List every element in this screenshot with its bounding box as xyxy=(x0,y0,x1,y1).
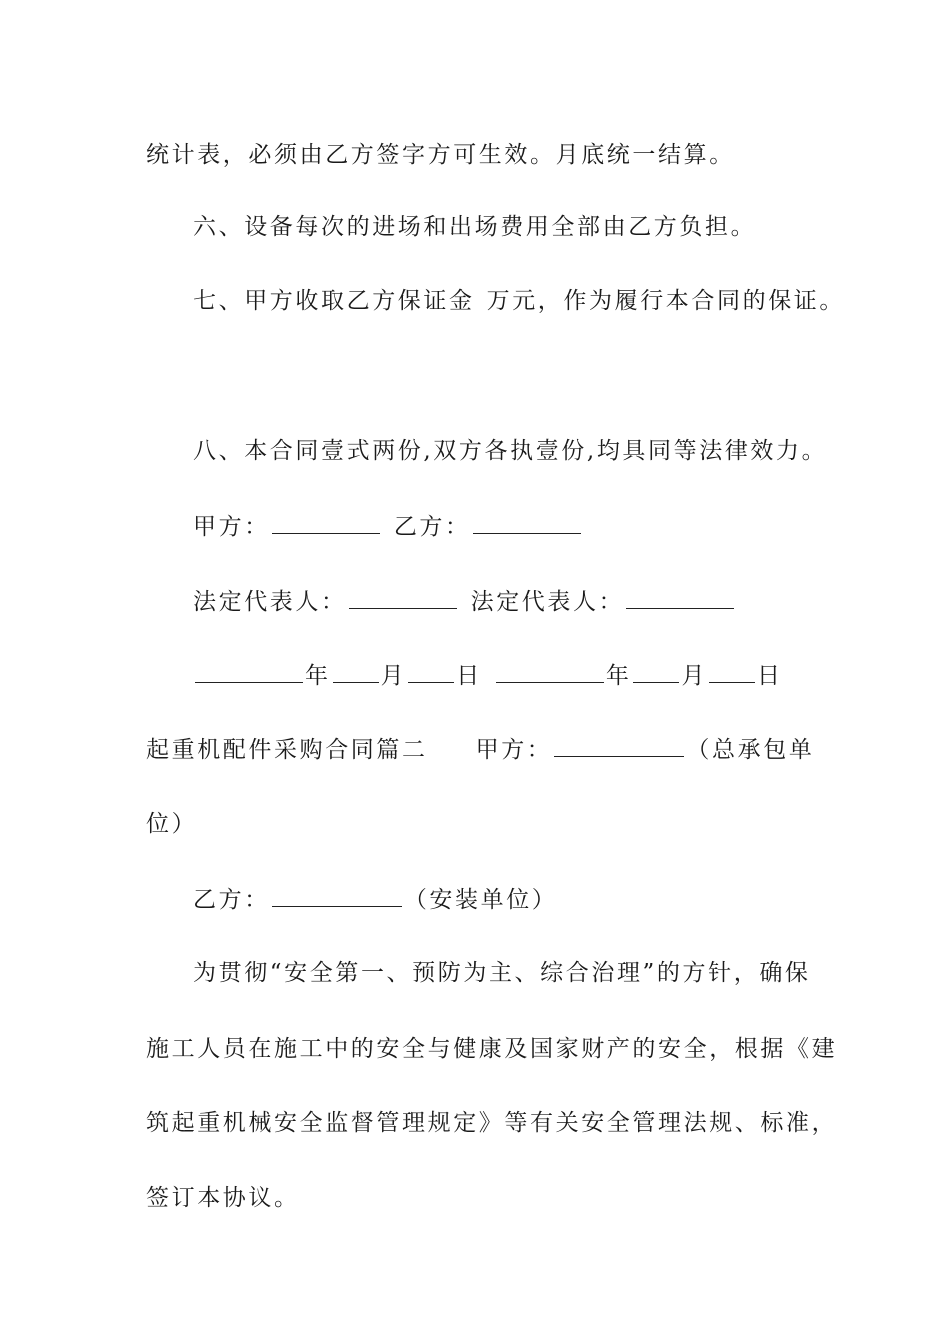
party-b-line xyxy=(193,884,557,915)
paragraph-line-4 xyxy=(146,1183,300,1213)
month-a-blank xyxy=(333,660,379,683)
party-b-label: 乙方： xyxy=(393,514,471,540)
year-label: 年 xyxy=(305,663,331,689)
representative-line xyxy=(193,586,736,617)
year-a-blank xyxy=(195,660,303,683)
month-label: 月 xyxy=(681,663,708,689)
party-a-note-cont: 位） xyxy=(146,811,198,837)
day-label: 日 xyxy=(456,663,482,689)
section-title: 起重机配件采购合同篇二 xyxy=(146,737,428,763)
text: 统计表，必须由乙方签字方可生效。月底统一结算。 xyxy=(146,142,735,168)
text: 签订本协议。 xyxy=(146,1185,300,1211)
paragraph-line-1 xyxy=(193,958,811,988)
date-line xyxy=(193,660,783,691)
party-signature-line xyxy=(193,511,583,542)
text-line-statistics xyxy=(146,140,735,170)
party-b-label: 乙方： xyxy=(193,887,270,913)
party-a-blank xyxy=(554,734,684,757)
party-b-note: （安装单位） xyxy=(403,887,558,913)
day-a-blank xyxy=(408,660,454,683)
party-b-blank xyxy=(272,884,402,907)
section-two-heading-cont xyxy=(146,809,197,839)
party-a-note: （总承包单 xyxy=(686,737,815,763)
text: 八、本合同壹式两份,双方各执壹份,均具同等法律效力。 xyxy=(193,438,828,464)
clause-seven xyxy=(193,286,845,316)
day-b-blank xyxy=(709,660,755,683)
year-b-blank xyxy=(496,660,604,683)
clause-six xyxy=(193,212,756,242)
year-label: 年 xyxy=(605,663,632,689)
clause-eight xyxy=(193,436,827,466)
text: 六、设备每次的进场和出场费用全部由乙方负担。 xyxy=(193,214,757,240)
text: 七、甲方收取乙方保证金 xyxy=(193,288,475,314)
party-a-label: 甲方： xyxy=(193,514,270,540)
party-a-blank xyxy=(272,511,380,534)
section-two-heading-line xyxy=(146,734,814,765)
day-label: 日 xyxy=(757,663,783,689)
party-a-label: 甲方： xyxy=(475,737,553,763)
rep-b-label: 法定代表人： xyxy=(470,589,625,615)
rep-a-blank xyxy=(349,586,457,609)
text: 施工人员在施工中的安全与健康及国家财产的安全，根据《建 xyxy=(146,1036,838,1062)
month-label: 月 xyxy=(380,663,407,689)
rep-a-label: 法定代表人： xyxy=(193,589,347,615)
text: 万元，作为履行本合同的保证。 xyxy=(486,288,846,314)
paragraph-line-3 xyxy=(146,1108,837,1138)
text: 为贯彻“安全第一、预防为主、综合治理”的方针，确保 xyxy=(193,960,811,986)
paragraph-line-2 xyxy=(146,1034,837,1064)
month-b-blank xyxy=(633,660,679,683)
party-b-blank xyxy=(473,511,581,534)
text: 筑起重机械安全监督管理规定》等有关安全管理法规、标准， xyxy=(146,1110,838,1136)
rep-b-blank xyxy=(626,586,734,609)
